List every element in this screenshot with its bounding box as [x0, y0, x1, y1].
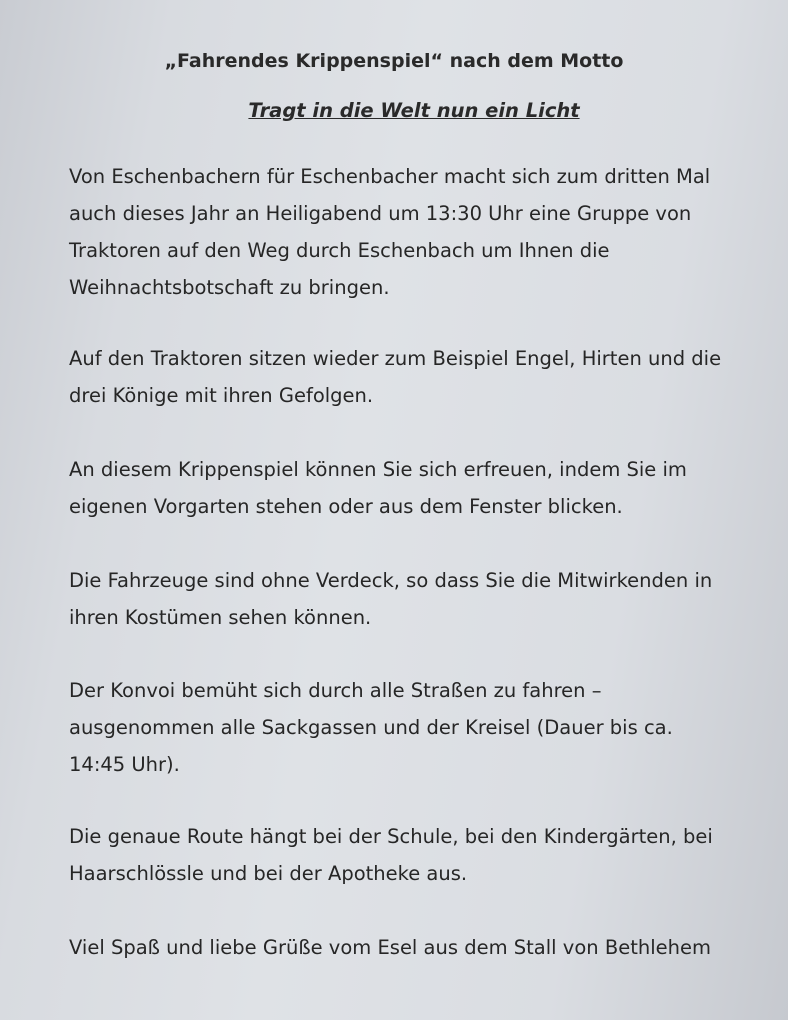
- text-line: Die genaue Route hängt bei der Schule, bei den Kindergärten, bei: [69, 825, 713, 848]
- document-subtitle: Tragt in die Welt nun ein Licht: [248, 99, 580, 122]
- paragraph-convoy: [69, 672, 759, 783]
- text-line: Der Konvoi bemüht sich durch alle Straßen zu fahren –: [69, 679, 602, 702]
- text-line: auch dieses Jahr an Heiligabend um 13:30 Uhr eine Gruppe von: [69, 202, 692, 225]
- text-line: Von Eschenbachern für Eschenbacher macht sich zum dritten Mal: [69, 165, 711, 188]
- text-line: ihren Kostümen sehen können.: [69, 606, 372, 629]
- text-line: Auf den Traktoren sitzen wieder zum Beispiel Engel, Hirten und die: [69, 347, 722, 370]
- text-line: Die Fahrzeuge sind ohne Verdeck, so dass Sie die Mitwirkenden in: [69, 569, 713, 592]
- text-line: 14:45 Uhr).: [69, 753, 180, 776]
- document-title: „Fahrendes Krippenspiel“ nach dem Motto: [164, 50, 624, 72]
- text-line: ausgenommen alle Sackgassen und der Kreisel (Dauer bis ca.: [69, 716, 673, 739]
- paragraph-closing: [69, 929, 759, 966]
- paragraph-tractors: [69, 340, 759, 414]
- paragraph-intro: [69, 158, 759, 306]
- paragraph-enjoy: [69, 451, 759, 525]
- paragraph-vehicles: [69, 562, 759, 636]
- text-line: drei Könige mit ihren Gefolgen.: [69, 384, 374, 407]
- text-line: Viel Spaß und liebe Grüße vom Esel aus dem Stall von Bethlehem: [69, 936, 711, 959]
- text-line: An diesem Krippenspiel können Sie sich erfreuen, indem Sie im: [69, 458, 687, 481]
- text-line: Haarschlössle und bei der Apotheke aus.: [69, 862, 468, 885]
- text-line: Weihnachtsbotschaft zu bringen.: [69, 276, 390, 299]
- text-line: Traktoren auf den Weg durch Eschenbach um Ihnen die: [69, 239, 610, 262]
- text-line: eigenen Vorgarten stehen oder aus dem Fenster blicken.: [69, 495, 623, 518]
- paragraph-route: [69, 818, 759, 892]
